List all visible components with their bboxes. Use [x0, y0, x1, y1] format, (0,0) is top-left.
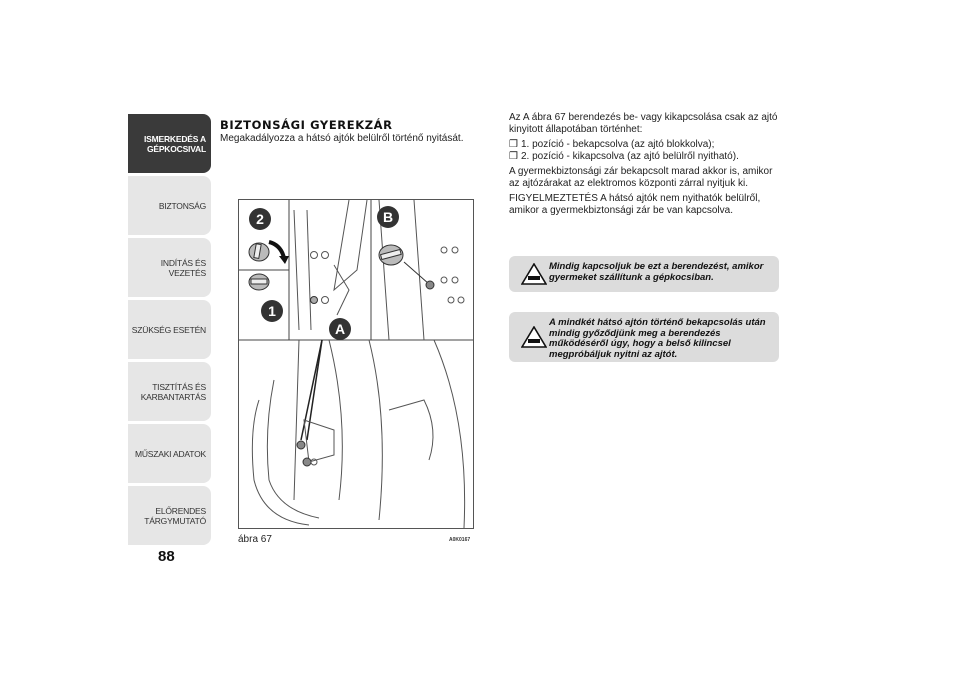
tab-ismerkedes[interactable] [128, 114, 211, 173]
callout-2: 2 [249, 208, 271, 230]
warning-triangle-icon [521, 263, 547, 285]
tab-label: ISMERKEDÉS A GÉPKOCSIVAL [144, 133, 206, 154]
warning-text: A mindkét hátsó ajtón történő bekapcsolás után mindig győződjünk meg a berendezés működéséről úgy, hogy a belső kilincsel megpróbáljuk nyitni az ajtót. [549, 317, 766, 360]
warning-text: Mindig kapcsoljuk be ezt a berendezést, amikor gyermeket szállítunk a gépkocsiban. [549, 261, 764, 283]
tab-label: SZÜKSÉG ESETÉN [131, 324, 206, 335]
tab-szukseg[interactable] [128, 300, 211, 359]
list-item [509, 151, 784, 163]
warning-triangle-icon [521, 326, 547, 348]
tab-label: INDÍTÁS ÉS VEZETÉS [160, 257, 206, 278]
paragraph: Az A ábra 67 berendezés be- vagy kikapcsolása csak az ajtó kinyitott állapotában történhet: [509, 112, 778, 135]
tab-label: MŰSZAKI ADATOK [134, 448, 206, 459]
tab-muszaki[interactable] [128, 424, 211, 483]
figure-code: A0K0167 [449, 537, 471, 543]
callout-1: 1 [261, 300, 283, 322]
tab-label: TISZTÍTÁS ÉS KARBANTARTÁS [140, 381, 206, 402]
chapter-sidebar [128, 114, 211, 548]
callout-b: B [377, 206, 399, 228]
tab-label: BIZTONSÁG [158, 200, 206, 211]
child-lock-illustration [239, 200, 473, 528]
figure-67 [238, 199, 474, 529]
warning-box [509, 256, 779, 292]
list-item-text: 2. pozíció - kikapcsolva (az ajtó belülről nyitható). [520, 150, 739, 162]
checkbox-bullet-icon: ❒ [509, 150, 518, 162]
callout-a: A [329, 318, 351, 340]
checkbox-bullet-icon: ❒ [509, 139, 518, 150]
tab-targymutato[interactable] [128, 486, 211, 545]
list-item-text: 1. pozíció - bekapcsolva (az ajtó blokkolva); [520, 139, 715, 150]
figure-caption: ábra 67 [238, 534, 272, 545]
tab-inditas[interactable] [128, 238, 211, 297]
paragraph: A gyermekbiztonsági zár bekapcsolt marad akkor is, amikor az ajtózárakat az elektromos központi zárral nyitjuk ki. [509, 166, 773, 189]
tab-biztonsag[interactable] [128, 176, 211, 235]
body-text [509, 112, 784, 220]
tab-tisztitas[interactable] [128, 362, 211, 421]
paragraph: FIGYELMEZTETÉS A hátsó ajtók nem nyithatók belülről, amikor a gyermekbiztonsági zár be van kapcsolva. [509, 193, 761, 216]
tab-label: ELŐRENDES TÁRGYMUTATÓ [144, 505, 206, 526]
warning-box [509, 312, 779, 362]
list-item [509, 139, 784, 151]
page-number: 88 [158, 548, 175, 565]
section-title: BIZTONSÁGI GYEREKZÁR [220, 118, 393, 132]
section-subtitle: Megakadályozza a hátsó ajtók belülről történő nyitását. [220, 133, 464, 144]
